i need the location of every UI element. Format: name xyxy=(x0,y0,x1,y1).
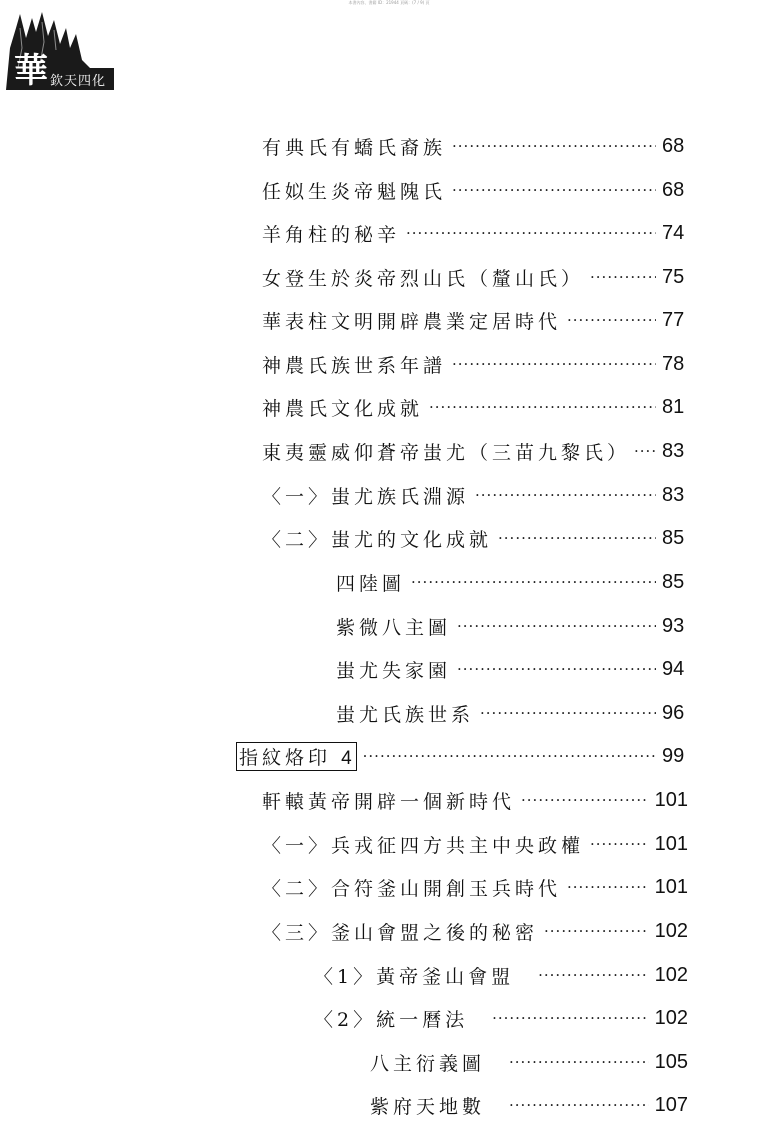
publisher-logo xyxy=(6,8,114,90)
toc-entry-section[interactable] xyxy=(236,741,688,771)
toc-entry[interactable] xyxy=(336,654,688,684)
toc-title: 四陸圖 xyxy=(336,572,406,595)
header-note: 本書內容、書籍 ID：21944 頁碼：(7 / 9) 頁 xyxy=(348,0,430,5)
toc-leader xyxy=(452,181,656,199)
toc-page: 68 xyxy=(662,134,685,157)
toc-leader xyxy=(567,878,649,896)
toc-entry[interactable] xyxy=(262,480,688,510)
toc-title: 羊角柱的秘辛 xyxy=(262,223,401,246)
toc-entry[interactable] xyxy=(262,436,688,466)
toc-leader xyxy=(567,311,656,329)
toc-page: 99 xyxy=(662,744,685,767)
toc-title: 〈二〉合符釜山開創玉兵時代 xyxy=(262,877,562,900)
toc-title: 有典氏有蟜氏裔族 xyxy=(262,136,447,159)
toc-entry[interactable] xyxy=(336,611,688,641)
toc-title: 蚩尤失家園 xyxy=(336,659,452,682)
toc-title: 〈一〉兵戎征四方共主中央政權 xyxy=(262,834,585,857)
toc-title: 〈三〉釜山會盟之後的秘密 xyxy=(262,921,539,944)
toc-title: 女登生於炎帝烈山氏（釐山氏） xyxy=(262,267,585,290)
toc-title: 軒轅黃帝開辟一個新時代 xyxy=(262,790,516,813)
toc-title: 八主衍義圖 xyxy=(370,1052,486,1075)
toc-entry[interactable] xyxy=(262,218,688,248)
toc-entry[interactable] xyxy=(262,872,688,902)
section-box xyxy=(236,742,357,771)
toc-page: 102 xyxy=(654,919,688,942)
toc-leader xyxy=(457,617,656,635)
toc-page: 85 xyxy=(662,526,685,549)
toc-title: 〈2〉統一曆法 xyxy=(314,1008,469,1031)
toc-leader xyxy=(590,268,656,286)
toc-leader xyxy=(521,791,649,809)
toc-leader xyxy=(498,529,656,547)
toc-entry[interactable] xyxy=(262,262,688,292)
toc-page: 83 xyxy=(662,439,685,462)
toc-leader xyxy=(509,1096,649,1114)
toc-entry[interactable] xyxy=(314,960,688,990)
toc-page: 102 xyxy=(654,1006,688,1029)
toc-entry[interactable] xyxy=(370,1090,688,1120)
toc-title: 〈二〉蚩尤的文化成就 xyxy=(262,528,493,551)
toc-entry[interactable] xyxy=(262,175,688,205)
toc-page: 101 xyxy=(654,788,688,811)
toc-leader xyxy=(452,137,656,155)
toc-leader xyxy=(475,486,656,504)
toc-page: 94 xyxy=(662,657,685,680)
toc-leader xyxy=(363,747,656,765)
toc-entry[interactable] xyxy=(262,392,688,422)
toc-leader xyxy=(509,1053,649,1071)
toc-title: 神農氏文化成就 xyxy=(262,397,424,420)
toc-leader xyxy=(429,398,656,416)
toc-title: 〈一〉蚩尤族氏淵源 xyxy=(262,485,470,508)
toc-entry[interactable] xyxy=(262,131,688,161)
toc-entry[interactable] xyxy=(336,567,688,597)
toc-entry[interactable] xyxy=(262,916,688,946)
toc-page: 83 xyxy=(662,483,685,506)
toc-title: 華表柱文明開辟農業定居時代 xyxy=(262,310,562,333)
logo-text: 欽天四化 xyxy=(50,74,107,89)
toc-leader xyxy=(406,224,656,242)
toc-leader xyxy=(492,1009,649,1027)
toc-leader xyxy=(480,704,656,722)
toc-page: 101 xyxy=(654,832,688,855)
toc-entry[interactable] xyxy=(262,829,688,859)
toc-entry[interactable] xyxy=(262,349,688,379)
toc-page: 74 xyxy=(662,221,685,244)
toc-page: 77 xyxy=(662,308,685,331)
toc-page: 68 xyxy=(662,178,685,201)
toc-title: 蚩尤氏族世系 xyxy=(336,703,475,726)
toc-leader xyxy=(452,355,656,373)
toc-leader xyxy=(634,442,658,460)
toc-page: 102 xyxy=(654,963,688,986)
toc-entry[interactable] xyxy=(336,698,688,728)
toc-page: 85 xyxy=(662,570,685,593)
toc-title: 東夷靈威仰蒼帝蚩尤（三苗九黎氏） xyxy=(262,441,631,464)
toc-entry[interactable] xyxy=(262,785,688,815)
toc-leader xyxy=(590,835,649,853)
toc-title: 神農氏族世系年譜 xyxy=(262,354,447,377)
toc-entry[interactable] xyxy=(314,1003,688,1033)
toc-title: 〈1〉黃帝釜山會盟 xyxy=(314,965,515,988)
toc-page: 101 xyxy=(654,875,688,898)
toc-page: 75 xyxy=(662,265,685,288)
toc-title: 指紋烙印 xyxy=(239,746,332,769)
toc-leader xyxy=(544,922,649,940)
toc-page: 105 xyxy=(654,1050,688,1073)
toc-entry[interactable] xyxy=(370,1047,688,1077)
toc-page: 107 xyxy=(654,1093,688,1116)
section-number: 4 xyxy=(341,747,352,769)
toc-entry[interactable] xyxy=(262,523,688,553)
toc-title: 紫府天地數 xyxy=(370,1095,486,1118)
toc-leader xyxy=(411,573,656,591)
toc-title: 任姒生炎帝魁隗氏 xyxy=(262,180,447,203)
toc-page: 81 xyxy=(662,395,685,418)
toc-entry[interactable] xyxy=(262,305,688,335)
toc-title: 紫微八主圖 xyxy=(336,616,452,639)
toc-page: 93 xyxy=(662,614,685,637)
toc-page: 96 xyxy=(662,701,685,724)
toc-leader xyxy=(457,660,656,678)
svg-text:華: 華 xyxy=(14,51,48,90)
toc-leader xyxy=(538,966,649,984)
toc-page: 78 xyxy=(662,352,685,375)
